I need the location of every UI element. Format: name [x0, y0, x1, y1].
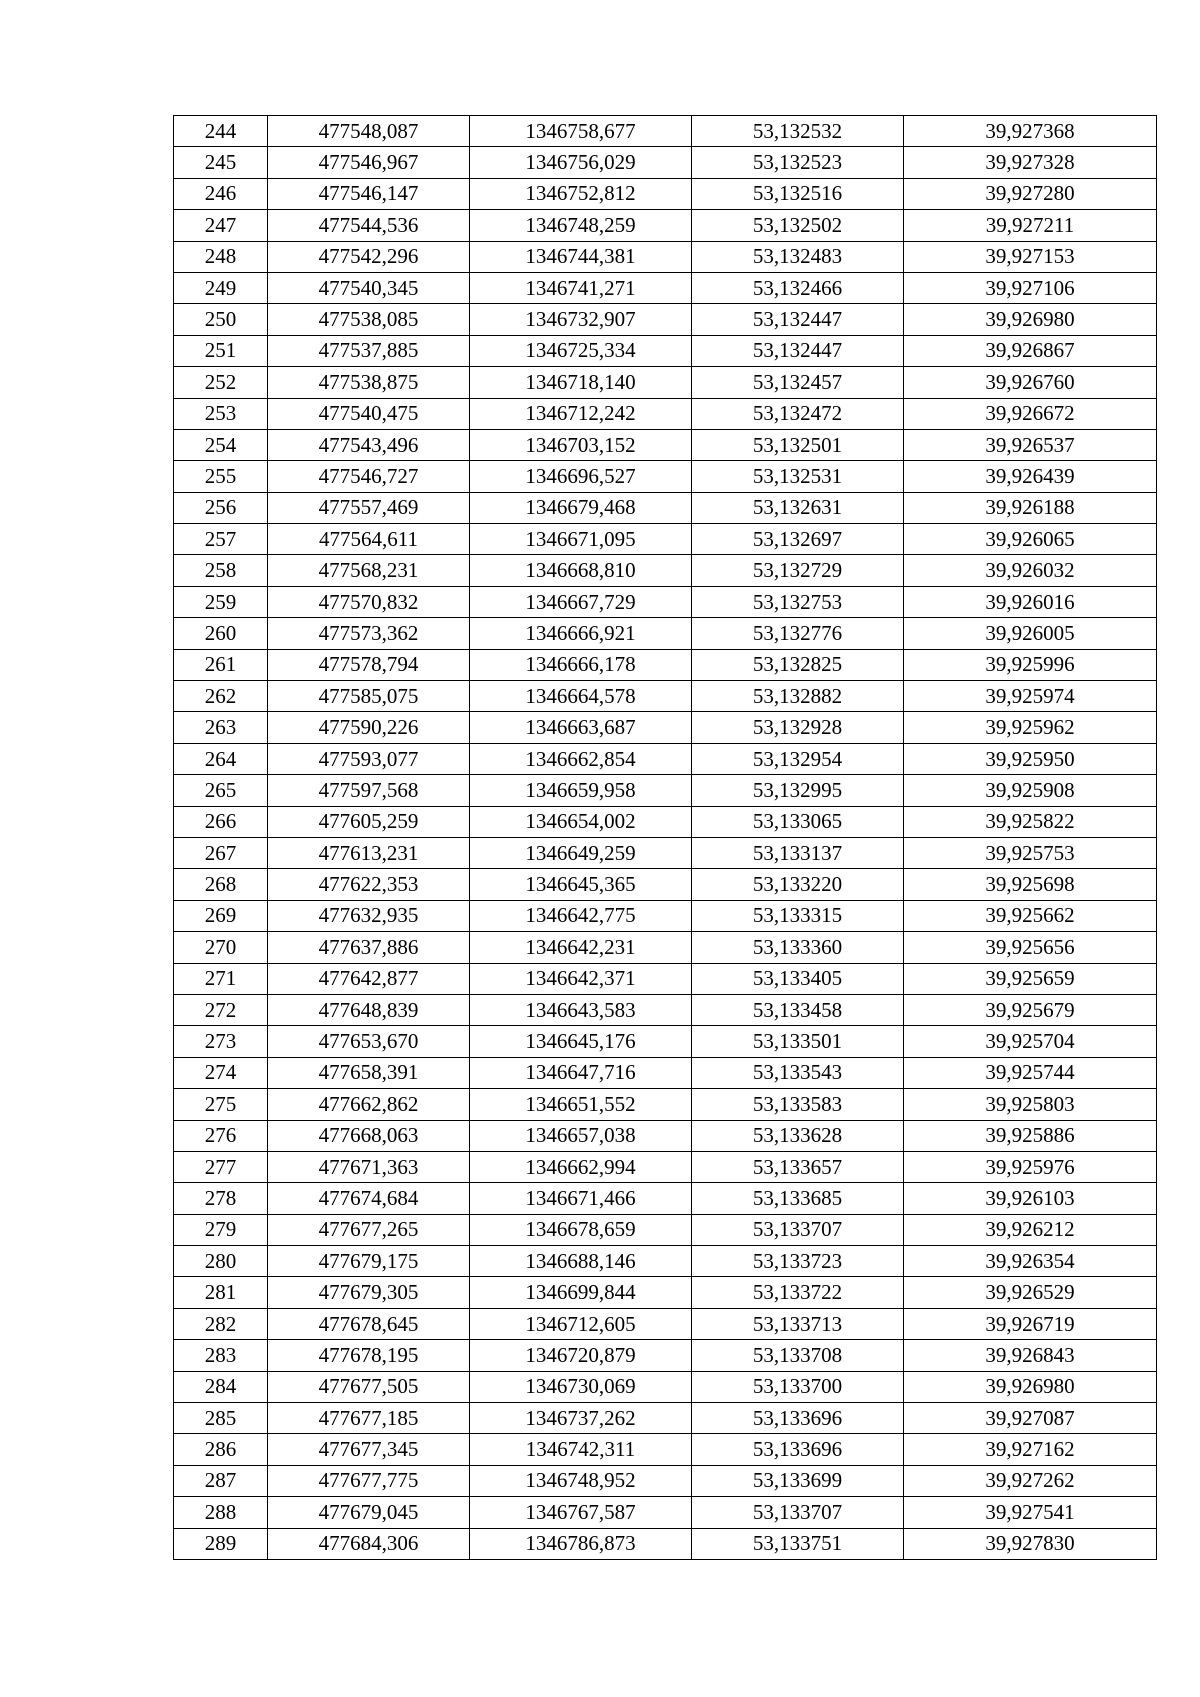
cell-longitude: 39,925886 [904, 1120, 1157, 1151]
table-row [174, 743, 1157, 774]
cell-longitude: 39,925656 [904, 932, 1157, 963]
cell-latitude: 53,132882 [692, 681, 904, 712]
cell-longitude: 39,926867 [904, 335, 1157, 366]
table-row [174, 524, 1157, 555]
cell-point-number: 285 [174, 1403, 268, 1434]
cell-point-number: 248 [174, 241, 268, 272]
cell-longitude: 39,926529 [904, 1277, 1157, 1308]
cell-y: 1346664,578 [470, 681, 692, 712]
table-row [174, 1528, 1157, 1559]
cell-y: 1346666,921 [470, 618, 692, 649]
cell-y: 1346671,466 [470, 1183, 692, 1214]
cell-y: 1346725,334 [470, 335, 692, 366]
cell-latitude: 53,132697 [692, 524, 904, 555]
cell-y: 1346663,687 [470, 712, 692, 743]
cell-y: 1346643,583 [470, 994, 692, 1025]
cell-x: 477546,967 [268, 147, 470, 178]
cell-x: 477557,469 [268, 492, 470, 523]
cell-point-number: 272 [174, 994, 268, 1025]
table-row [174, 586, 1157, 617]
cell-x: 477542,296 [268, 241, 470, 272]
cell-latitude: 53,133543 [692, 1057, 904, 1088]
cell-x: 477679,175 [268, 1246, 470, 1277]
cell-longitude: 39,927280 [904, 178, 1157, 209]
cell-point-number: 278 [174, 1183, 268, 1214]
cell-longitude: 39,926212 [904, 1214, 1157, 1245]
table-row [174, 272, 1157, 303]
cell-latitude: 53,132954 [692, 743, 904, 774]
table-row [174, 461, 1157, 492]
table-row [174, 681, 1157, 712]
cell-point-number: 279 [174, 1214, 268, 1245]
cell-longitude: 39,925974 [904, 681, 1157, 712]
cell-latitude: 53,133065 [692, 806, 904, 837]
cell-y: 1346659,958 [470, 775, 692, 806]
cell-point-number: 258 [174, 555, 268, 586]
cell-latitude: 53,133220 [692, 869, 904, 900]
cell-point-number: 287 [174, 1465, 268, 1496]
cell-latitude: 53,132776 [692, 618, 904, 649]
cell-longitude: 39,925659 [904, 963, 1157, 994]
cell-y: 1346645,176 [470, 1026, 692, 1057]
cell-x: 477679,045 [268, 1497, 470, 1528]
cell-longitude: 39,926843 [904, 1340, 1157, 1371]
cell-point-number: 274 [174, 1057, 268, 1088]
cell-x: 477632,935 [268, 900, 470, 931]
cell-x: 477585,075 [268, 681, 470, 712]
cell-latitude: 53,132753 [692, 586, 904, 617]
table-row [174, 147, 1157, 178]
cell-latitude: 53,132483 [692, 241, 904, 272]
cell-point-number: 267 [174, 837, 268, 868]
cell-point-number: 280 [174, 1246, 268, 1277]
cell-x: 477544,536 [268, 210, 470, 241]
table-row [174, 1371, 1157, 1402]
cell-y: 1346671,095 [470, 524, 692, 555]
table-row [174, 1089, 1157, 1120]
cell-y: 1346767,587 [470, 1497, 692, 1528]
cell-point-number: 283 [174, 1340, 268, 1371]
cell-longitude: 39,926065 [904, 524, 1157, 555]
cell-longitude: 39,925908 [904, 775, 1157, 806]
cell-x: 477668,063 [268, 1120, 470, 1151]
cell-point-number: 244 [174, 116, 268, 147]
cell-x: 477674,684 [268, 1183, 470, 1214]
cell-point-number: 273 [174, 1026, 268, 1057]
cell-x: 477540,345 [268, 272, 470, 303]
table-row [174, 1277, 1157, 1308]
cell-x: 477642,877 [268, 963, 470, 994]
coordinates-table [173, 115, 1157, 1560]
cell-y: 1346712,605 [470, 1308, 692, 1339]
cell-y: 1346647,716 [470, 1057, 692, 1088]
cell-latitude: 53,133722 [692, 1277, 904, 1308]
cell-y: 1346667,729 [470, 586, 692, 617]
table-row [174, 837, 1157, 868]
cell-x: 477648,839 [268, 994, 470, 1025]
cell-y: 1346662,994 [470, 1151, 692, 1182]
cell-latitude: 53,132995 [692, 775, 904, 806]
cell-y: 1346645,365 [470, 869, 692, 900]
table-row [174, 932, 1157, 963]
cell-latitude: 53,132457 [692, 367, 904, 398]
cell-y: 1346642,371 [470, 963, 692, 994]
cell-longitude: 39,925698 [904, 869, 1157, 900]
cell-point-number: 249 [174, 272, 268, 303]
cell-latitude: 53,132516 [692, 178, 904, 209]
cell-x: 477540,475 [268, 398, 470, 429]
cell-point-number: 289 [174, 1528, 268, 1559]
cell-latitude: 53,133696 [692, 1434, 904, 1465]
cell-point-number: 269 [174, 900, 268, 931]
table-row [174, 1246, 1157, 1277]
cell-latitude: 53,133458 [692, 994, 904, 1025]
cell-latitude: 53,133696 [692, 1403, 904, 1434]
cell-latitude: 53,132502 [692, 210, 904, 241]
cell-point-number: 275 [174, 1089, 268, 1120]
cell-latitude: 53,133501 [692, 1026, 904, 1057]
table-row [174, 775, 1157, 806]
cell-longitude: 39,927162 [904, 1434, 1157, 1465]
cell-latitude: 53,133708 [692, 1340, 904, 1371]
cell-latitude: 53,133360 [692, 932, 904, 963]
table-row [174, 1465, 1157, 1496]
cell-x: 477538,875 [268, 367, 470, 398]
cell-longitude: 39,927368 [904, 116, 1157, 147]
table-row [174, 1120, 1157, 1151]
cell-longitude: 39,927830 [904, 1528, 1157, 1559]
cell-x: 477546,727 [268, 461, 470, 492]
cell-latitude: 53,132825 [692, 649, 904, 680]
cell-y: 1346668,810 [470, 555, 692, 586]
cell-point-number: 250 [174, 304, 268, 335]
cell-x: 477573,362 [268, 618, 470, 649]
table-row [174, 429, 1157, 460]
cell-latitude: 53,133628 [692, 1120, 904, 1151]
table-row [174, 1308, 1157, 1339]
cell-point-number: 271 [174, 963, 268, 994]
cell-latitude: 53,132447 [692, 335, 904, 366]
cell-longitude: 39,925950 [904, 743, 1157, 774]
cell-latitude: 53,133315 [692, 900, 904, 931]
cell-x: 477578,794 [268, 649, 470, 680]
cell-longitude: 39,926980 [904, 304, 1157, 335]
cell-y: 1346678,659 [470, 1214, 692, 1245]
table-row [174, 806, 1157, 837]
cell-point-number: 270 [174, 932, 268, 963]
cell-longitude: 39,925976 [904, 1151, 1157, 1182]
table-row [174, 1434, 1157, 1465]
cell-longitude: 39,927328 [904, 147, 1157, 178]
cell-y: 1346651,552 [470, 1089, 692, 1120]
table-row [174, 492, 1157, 523]
table-row [174, 900, 1157, 931]
cell-x: 477538,085 [268, 304, 470, 335]
cell-latitude: 53,133723 [692, 1246, 904, 1277]
cell-longitude: 39,927087 [904, 1403, 1157, 1434]
table-row [174, 1340, 1157, 1371]
cell-y: 1346756,029 [470, 147, 692, 178]
cell-longitude: 39,925803 [904, 1089, 1157, 1120]
cell-longitude: 39,926103 [904, 1183, 1157, 1214]
cell-x: 477605,259 [268, 806, 470, 837]
cell-latitude: 53,132447 [692, 304, 904, 335]
cell-latitude: 53,133751 [692, 1528, 904, 1559]
cell-longitude: 39,925704 [904, 1026, 1157, 1057]
table-row [174, 649, 1157, 680]
cell-latitude: 53,133713 [692, 1308, 904, 1339]
cell-latitude: 53,133657 [692, 1151, 904, 1182]
cell-y: 1346666,178 [470, 649, 692, 680]
cell-x: 477564,611 [268, 524, 470, 555]
table-row [174, 304, 1157, 335]
cell-y: 1346744,381 [470, 241, 692, 272]
cell-latitude: 53,132472 [692, 398, 904, 429]
cell-latitude: 53,132501 [692, 429, 904, 460]
cell-latitude: 53,132729 [692, 555, 904, 586]
coordinates-table-body [174, 116, 1157, 1560]
cell-y: 1346712,242 [470, 398, 692, 429]
cell-x: 477677,265 [268, 1214, 470, 1245]
table-row [174, 1183, 1157, 1214]
cell-longitude: 39,925996 [904, 649, 1157, 680]
cell-latitude: 53,132928 [692, 712, 904, 743]
table-row [174, 241, 1157, 272]
cell-longitude: 39,926188 [904, 492, 1157, 523]
cell-longitude: 39,927153 [904, 241, 1157, 272]
table-row [174, 1214, 1157, 1245]
cell-point-number: 251 [174, 335, 268, 366]
cell-x: 477658,391 [268, 1057, 470, 1088]
cell-latitude: 53,133707 [692, 1214, 904, 1245]
cell-longitude: 39,927211 [904, 210, 1157, 241]
cell-x: 477568,231 [268, 555, 470, 586]
cell-longitude: 39,927541 [904, 1497, 1157, 1528]
cell-longitude: 39,926354 [904, 1246, 1157, 1277]
cell-y: 1346699,844 [470, 1277, 692, 1308]
cell-point-number: 266 [174, 806, 268, 837]
cell-latitude: 53,133700 [692, 1371, 904, 1402]
cell-x: 477677,345 [268, 1434, 470, 1465]
cell-latitude: 53,132532 [692, 116, 904, 147]
cell-latitude: 53,133699 [692, 1465, 904, 1496]
table-row [174, 994, 1157, 1025]
cell-x: 477613,231 [268, 837, 470, 868]
cell-point-number: 261 [174, 649, 268, 680]
cell-y: 1346662,854 [470, 743, 692, 774]
cell-longitude: 39,926537 [904, 429, 1157, 460]
cell-point-number: 264 [174, 743, 268, 774]
cell-y: 1346742,311 [470, 1434, 692, 1465]
cell-x: 477622,353 [268, 869, 470, 900]
cell-longitude: 39,926980 [904, 1371, 1157, 1402]
cell-point-number: 253 [174, 398, 268, 429]
table-row [174, 1403, 1157, 1434]
cell-point-number: 255 [174, 461, 268, 492]
cell-point-number: 281 [174, 1277, 268, 1308]
cell-x: 477593,077 [268, 743, 470, 774]
cell-x: 477548,087 [268, 116, 470, 147]
table-row [174, 869, 1157, 900]
cell-longitude: 39,926016 [904, 586, 1157, 617]
cell-longitude: 39,926719 [904, 1308, 1157, 1339]
cell-latitude: 53,133685 [692, 1183, 904, 1214]
cell-point-number: 265 [174, 775, 268, 806]
table-row [174, 1026, 1157, 1057]
cell-longitude: 39,927106 [904, 272, 1157, 303]
cell-y: 1346732,907 [470, 304, 692, 335]
cell-point-number: 262 [174, 681, 268, 712]
cell-y: 1346649,259 [470, 837, 692, 868]
cell-x: 477678,195 [268, 1340, 470, 1371]
cell-point-number: 246 [174, 178, 268, 209]
table-row [174, 398, 1157, 429]
cell-point-number: 257 [174, 524, 268, 555]
cell-longitude: 39,925822 [904, 806, 1157, 837]
table-row [174, 1057, 1157, 1088]
cell-y: 1346657,038 [470, 1120, 692, 1151]
cell-latitude: 53,132466 [692, 272, 904, 303]
cell-longitude: 39,927262 [904, 1465, 1157, 1496]
cell-latitude: 53,132523 [692, 147, 904, 178]
cell-y: 1346786,873 [470, 1528, 692, 1559]
cell-longitude: 39,926760 [904, 367, 1157, 398]
cell-y: 1346748,259 [470, 210, 692, 241]
table-row [174, 555, 1157, 586]
cell-y: 1346741,271 [470, 272, 692, 303]
cell-point-number: 286 [174, 1434, 268, 1465]
cell-y: 1346737,262 [470, 1403, 692, 1434]
cell-latitude: 53,132631 [692, 492, 904, 523]
cell-y: 1346703,152 [470, 429, 692, 460]
cell-x: 477590,226 [268, 712, 470, 743]
cell-y: 1346758,677 [470, 116, 692, 147]
cell-y: 1346642,775 [470, 900, 692, 931]
cell-longitude: 39,925962 [904, 712, 1157, 743]
cell-point-number: 263 [174, 712, 268, 743]
cell-point-number: 256 [174, 492, 268, 523]
cell-x: 477653,670 [268, 1026, 470, 1057]
cell-point-number: 284 [174, 1371, 268, 1402]
cell-x: 477684,306 [268, 1528, 470, 1559]
cell-latitude: 53,132531 [692, 461, 904, 492]
cell-x: 477597,568 [268, 775, 470, 806]
cell-y: 1346718,140 [470, 367, 692, 398]
cell-x: 477677,505 [268, 1371, 470, 1402]
cell-point-number: 268 [174, 869, 268, 900]
cell-x: 477678,645 [268, 1308, 470, 1339]
cell-point-number: 260 [174, 618, 268, 649]
cell-y: 1346696,527 [470, 461, 692, 492]
cell-x: 477637,886 [268, 932, 470, 963]
cell-latitude: 53,133405 [692, 963, 904, 994]
cell-x: 477677,775 [268, 1465, 470, 1496]
cell-latitude: 53,133137 [692, 837, 904, 868]
cell-point-number: 282 [174, 1308, 268, 1339]
cell-x: 477543,496 [268, 429, 470, 460]
cell-longitude: 39,925744 [904, 1057, 1157, 1088]
cell-point-number: 254 [174, 429, 268, 460]
cell-y: 1346679,468 [470, 492, 692, 523]
cell-x: 477662,862 [268, 1089, 470, 1120]
cell-point-number: 252 [174, 367, 268, 398]
cell-point-number: 245 [174, 147, 268, 178]
cell-y: 1346688,146 [470, 1246, 692, 1277]
table-row [174, 116, 1157, 147]
cell-y: 1346752,812 [470, 178, 692, 209]
cell-longitude: 39,925753 [904, 837, 1157, 868]
cell-latitude: 53,133583 [692, 1089, 904, 1120]
cell-longitude: 39,926032 [904, 555, 1157, 586]
table-row [174, 335, 1157, 366]
cell-x: 477570,832 [268, 586, 470, 617]
table-row [174, 618, 1157, 649]
cell-point-number: 277 [174, 1151, 268, 1182]
cell-y: 1346720,879 [470, 1340, 692, 1371]
table-row [174, 712, 1157, 743]
cell-latitude: 53,133707 [692, 1497, 904, 1528]
table-row [174, 1151, 1157, 1182]
table-row [174, 963, 1157, 994]
cell-longitude: 39,926672 [904, 398, 1157, 429]
cell-x: 477537,885 [268, 335, 470, 366]
table-row [174, 367, 1157, 398]
table-row [174, 1497, 1157, 1528]
cell-longitude: 39,926439 [904, 461, 1157, 492]
cell-y: 1346642,231 [470, 932, 692, 963]
cell-x: 477677,185 [268, 1403, 470, 1434]
cell-x: 477546,147 [268, 178, 470, 209]
cell-y: 1346748,952 [470, 1465, 692, 1496]
cell-point-number: 276 [174, 1120, 268, 1151]
cell-longitude: 39,925679 [904, 994, 1157, 1025]
cell-longitude: 39,926005 [904, 618, 1157, 649]
cell-y: 1346730,069 [470, 1371, 692, 1402]
cell-point-number: 259 [174, 586, 268, 617]
table-row [174, 178, 1157, 209]
cell-point-number: 288 [174, 1497, 268, 1528]
cell-longitude: 39,925662 [904, 900, 1157, 931]
cell-y: 1346654,002 [470, 806, 692, 837]
cell-point-number: 247 [174, 210, 268, 241]
cell-x: 477671,363 [268, 1151, 470, 1182]
table-row [174, 210, 1157, 241]
cell-x: 477679,305 [268, 1277, 470, 1308]
